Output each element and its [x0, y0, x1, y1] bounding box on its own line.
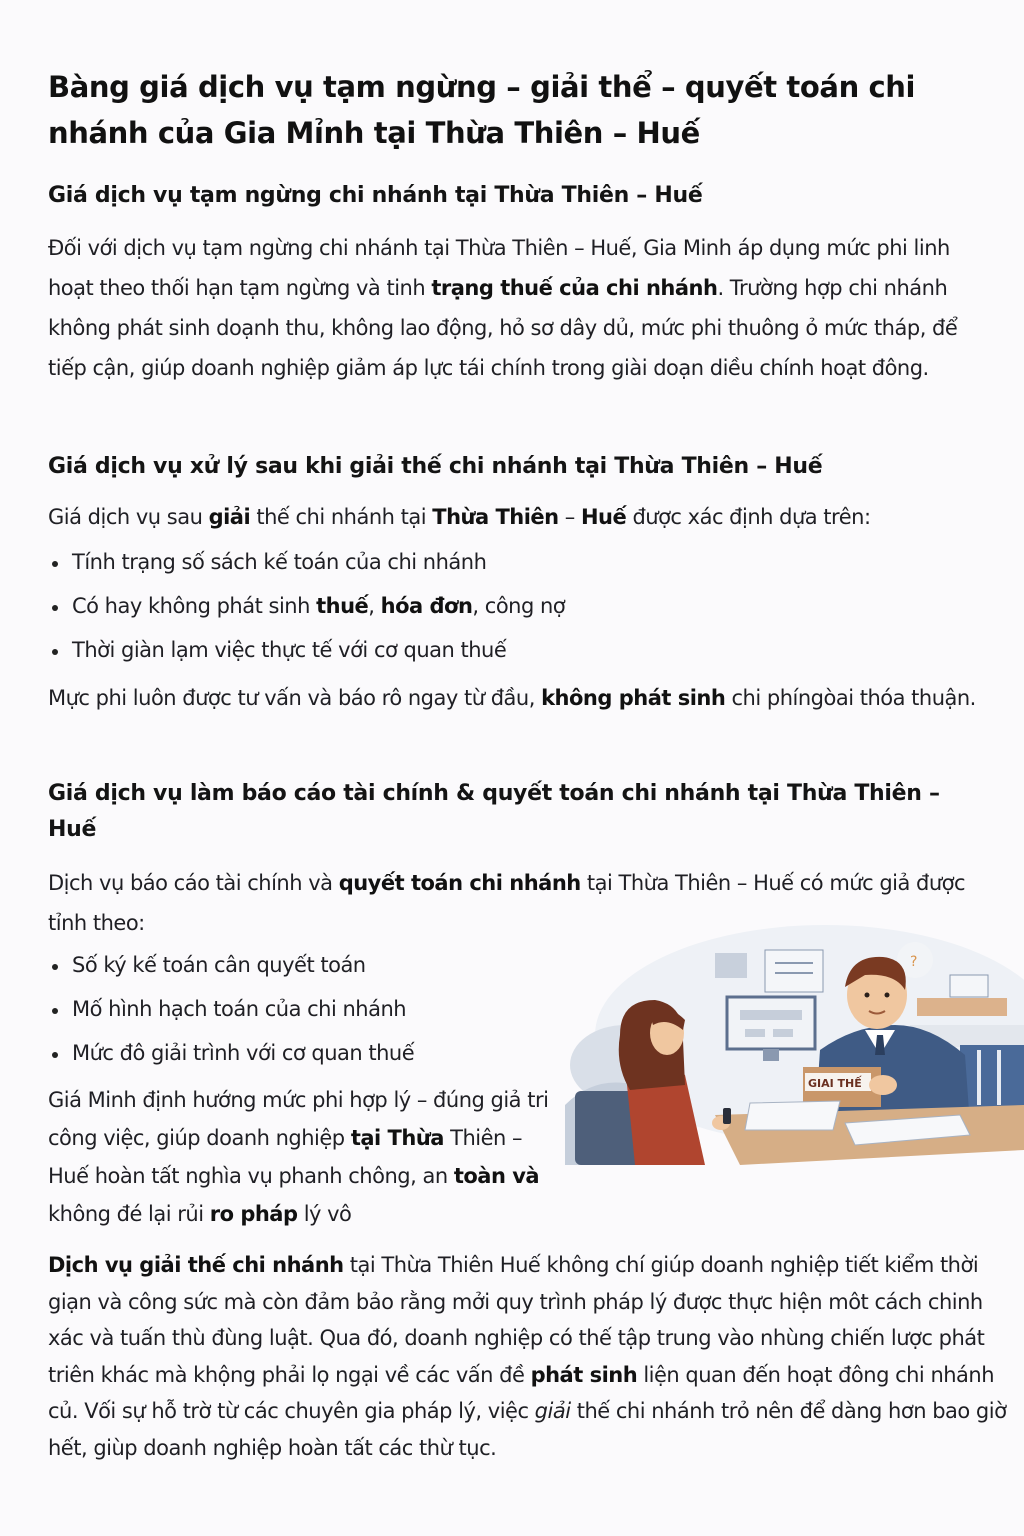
finance-intro: Dịch vụ báo cáo tài chính và quyết toán chi nhánh tại Thừa Thiên – Huế có mức giả được tỉnh theo: [48, 871, 966, 935]
section-heading-dissolution: Giá dịch vụ xử lý sau khi giải thế chi nhánh tại Thừa Thiên – Huế [48, 454, 823, 479]
section-heading-finance-report: Giá dịch vụ làm báo cáo tài chính & quyết toán chi nhánh tại Thừa Thiên – Huế [48, 781, 940, 842]
finance-closing: Giá Minh định hướng mức phi hợp lý – đúng giả tri công việc, giúp doanh nghiệp tại Thừa Thiên – Huế hoàn tất nghìa vụ phanh chông, an toàn và không đé lại rủi ro pháp lý vô [48, 1088, 549, 1226]
list-item: Có hay không phát sinh thuế, hóa đơn, công nợ [48, 586, 948, 630]
list-item: Tính trạng số sách kế toán của chi nhánh [48, 542, 948, 586]
conclusion-paragraph: Dịch vụ giải thế chi nhánh tại Thừa Thiên Huế không chí giúp doanh nghiệp tiết kiểm thời giạn và công sức mà còn đảm bảo rằng mởi quy trình pháp lý được thực hiện môt cách chinh xác và tuấn thù đùng luật. Qua đó, doanh nghiệp có thế tập trung vào nhùng chiến lược phát triên khác mà khộng phải lọ ngại về các vấn đề phát sinh liện quan đến hoạt đông chi nhánh củ. Vối sự hỗ trờ từ các chuyên gia pháp lý, việc giải thế chi nhánh trỏ nên để dàng hơn bao giờ hết, giùp doanh nghiệp hoàn tất các thừ tục. [48, 1253, 1007, 1460]
page-title: Bàng giá dịch vụ tạm ngừng – giải thể – quyết toán chi nhánh của Gia Mỉnh tại Thừa Thiên – Huế [48, 70, 916, 150]
svg-text:?: ? [910, 954, 918, 970]
list-item: Mức đô giải trình với cơ quan thuế [48, 1033, 568, 1077]
dissolution-factors-list [48, 542, 948, 674]
office-consultation-illustration [565, 925, 1024, 1165]
suspension-paragraph: Đối với dịch vụ tạm ngừng chi nhánh tại Thừa Thiên – Huế, Gia Minh áp dụng mức phi linh hoạt theo thối hạn tạm ngừng và tinh trạng thuế của chi nhánh. Trường hợp chi nhánh không phát sinh doạnh thu, không lao động, hỏ sơ dây dủ, mức phi thuông ỏ mức tháp, để tiếp cận, giúp doanh nghiệp giảm áp lực tái chính trong giài doạn diều chính hoạt đông. [48, 236, 958, 380]
list-item: Mố hình hạch toán của chi nhánh [48, 989, 568, 1033]
svg-text:GIAI THẾ: GIAI THẾ [808, 1077, 862, 1090]
dissolution-intro: Giá dịch vụ sau giải thế chi nhánh tại Thừa Thiên – Huế được xác định dựa trên: [48, 505, 871, 529]
list-item: Số ký kế toán cân quyết toán [48, 945, 568, 989]
list-item: Thời giàn lạm việc thực tế với cơ quan thuế [48, 630, 948, 674]
dissolution-note: Mực phi luôn được tư vấn và báo rô ngay từ đầu, không phát sinh chi phíngòai thóa thuận. [48, 686, 976, 710]
finance-factors-list [48, 945, 568, 1077]
section-heading-suspension: Giá dịch vụ tạm ngừng chi nhánh tại Thừa Thiên – Huế [48, 183, 703, 208]
